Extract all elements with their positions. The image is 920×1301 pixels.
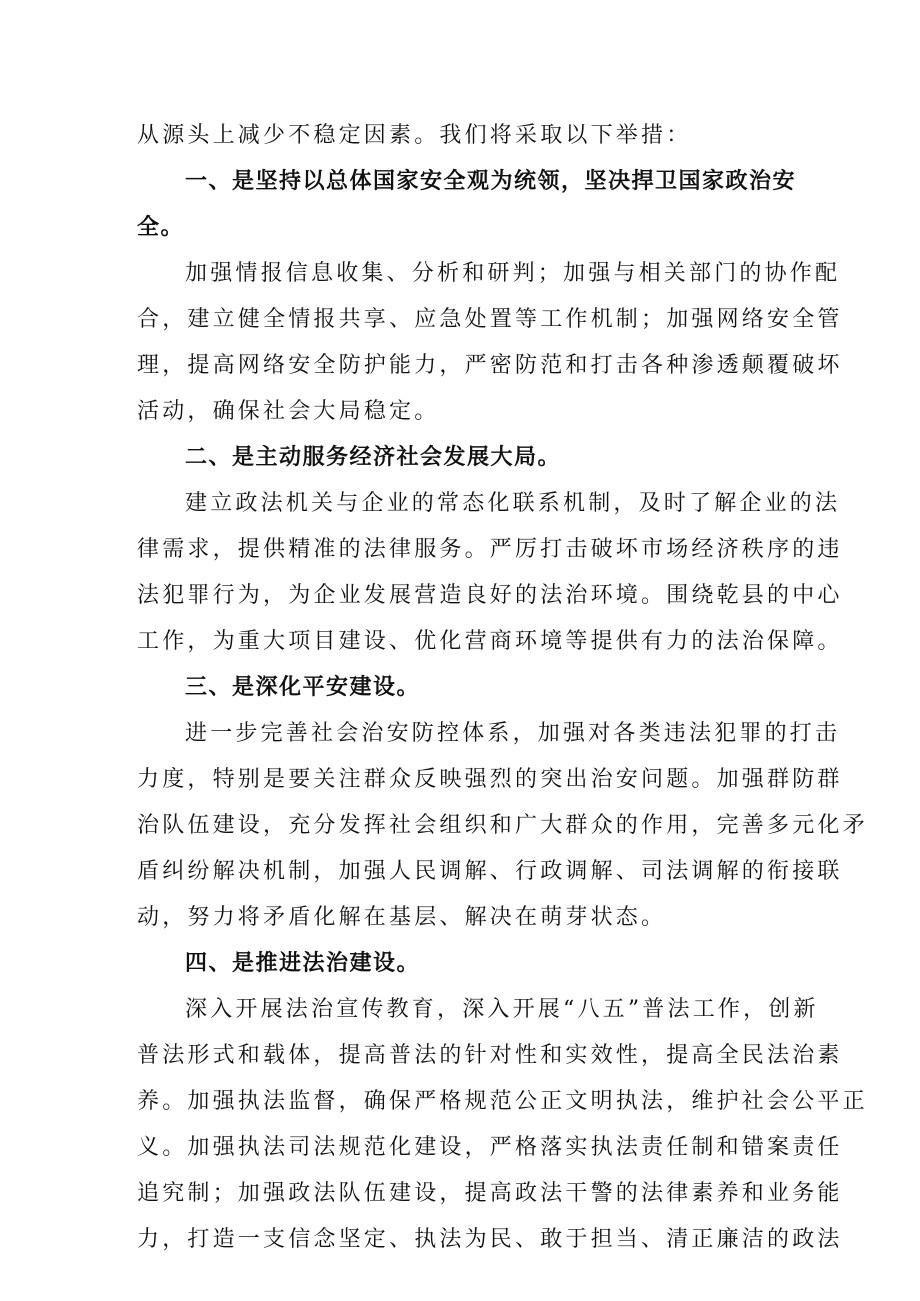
paragraph-rule-of-law bbox=[137, 987, 868, 1263]
heading-line: 二、是主动服务经济社会发展大局。 bbox=[185, 445, 562, 470]
text-line: 力度，特别是要关注群众反映强烈的突出治安问题。加强群防群 bbox=[137, 767, 843, 792]
text-line: 工作，为重大项目建设、优化营商环境等提供有力的法治保障。 bbox=[137, 629, 843, 654]
text-line: 理，提高网络安全防护能力，严密防范和打击各种渗透颠覆破坏 bbox=[137, 353, 843, 378]
text-line: 法犯罪行为，为企业发展营造良好的法治环境。围绕乾县的中心 bbox=[137, 583, 843, 608]
text-line: 活动，确保社会大局稳定。 bbox=[137, 399, 440, 424]
paragraph-intro bbox=[137, 113, 787, 159]
paragraph-safety bbox=[137, 711, 868, 941]
text-line: 建立政法机关与企业的常态化联系机制，及时了解企业的法 bbox=[185, 491, 841, 516]
heading-line: 四、是推进法治建设。 bbox=[185, 951, 421, 976]
text-line: 力，打造一支信念坚定、执法为民、敢于担当、清正廉洁的政法 bbox=[137, 1227, 843, 1252]
text-line: 义。加强执法司法规范化建设，严格落实执法责任制和错案责任 bbox=[137, 1135, 843, 1160]
text-line: 合，建立健全情报共享、应急处置等工作机制；加强网络安全管 bbox=[137, 307, 843, 332]
document-body bbox=[137, 113, 868, 1263]
paragraph-security bbox=[137, 251, 843, 435]
section-heading-3 bbox=[137, 665, 787, 711]
text-line: 进一步完善社会治安防控体系，加强对各类违法犯罪的打击 bbox=[185, 721, 841, 746]
text-line: 普法形式和载体，提高普法的针对性和实效性，提高全民法治素 bbox=[137, 1043, 843, 1068]
text-line: 律需求，提供精准的法律服务。严厉打击破坏市场经济秩序的违 bbox=[137, 537, 843, 562]
heading-line: 三、是深化平安建设。 bbox=[185, 675, 421, 700]
text-line: 加强情报信息收集、分析和研判；加强与相关部门的协作配 bbox=[185, 261, 841, 286]
text-line: 动，努力将矛盾化解在基层、解决在萌芽状态。 bbox=[137, 905, 667, 930]
heading-line: 一、是坚持以总体国家安全观为统领，坚决捍卫国家政治安 bbox=[185, 169, 797, 194]
text-line: 养。加强执法监督，确保严格规范公正文明执法，维护社会公平正 bbox=[137, 1089, 868, 1114]
text-line: 从源头上减少不稳定因素。我们将采取以下举措： bbox=[137, 123, 692, 148]
section-heading-1 bbox=[137, 159, 797, 251]
heading-line: 全。 bbox=[137, 215, 185, 240]
section-heading-4 bbox=[137, 941, 787, 987]
text-line: 治队伍建设，充分发挥社会组织和广大群众的作用，完善多元化矛 bbox=[137, 813, 868, 838]
section-heading-2 bbox=[137, 435, 787, 481]
text-line: 深入开展法治宣传教育，深入开展“八五”普法工作，创新 bbox=[185, 997, 819, 1022]
text-line: 盾纠纷解决机制，加强人民调解、行政调解、司法调解的衔接联 bbox=[137, 859, 843, 884]
text-line: 追究制；加强政法队伍建设，提高政法干警的法律素养和业务能 bbox=[137, 1181, 843, 1206]
paragraph-economy bbox=[137, 481, 843, 665]
